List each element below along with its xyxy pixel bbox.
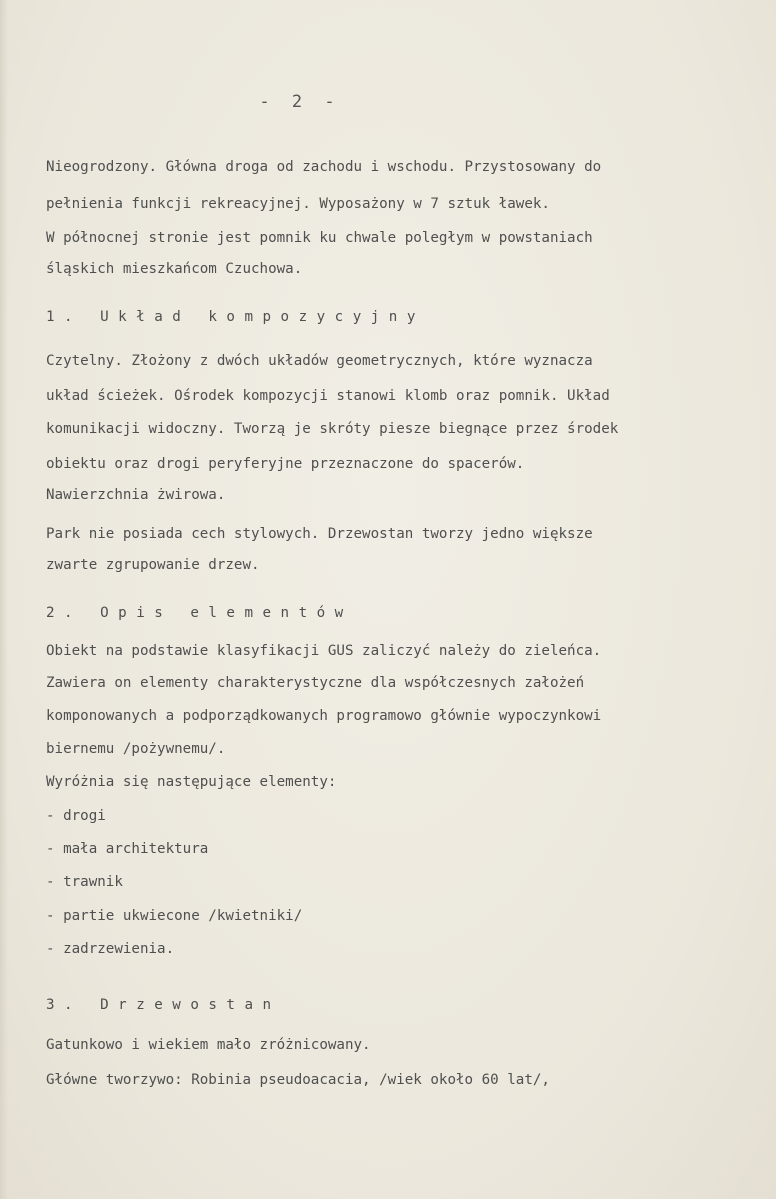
- list-item: - partie ukwiecone /kwietniki/: [46, 908, 303, 924]
- list-item: - mała architektura: [46, 841, 209, 857]
- section-2-line: biernemu /pożywnemu/.: [46, 741, 226, 757]
- section-1-line: zwarte zgrupowanie drzew.: [46, 557, 260, 573]
- intro-line: Nieogrodzony. Główna droga od zachodu i wschodu. Przystosowany do: [46, 159, 602, 175]
- list-item: - drogi: [46, 808, 106, 824]
- section-3-line: Gatunkowo i wiekiem mało zróżnicowany.: [46, 1037, 371, 1053]
- paper-edge: [0, 0, 8, 1199]
- intro-line: W północnej stronie jest pomnik ku chwale poległym w powstaniach: [46, 230, 593, 246]
- intro-line: pełnienia funkcji rekreacyjnej. Wyposażony w 7 sztuk ławek.: [46, 196, 550, 212]
- page-number: - 2 -: [259, 92, 341, 112]
- section-1-line: układ ścieżek. Ośrodek kompozycji stanowi klomb oraz pomnik. Układ: [46, 388, 610, 404]
- section-1-line: Czytelny. Złożony z dwóch układów geometrycznych, które wyznacza: [46, 353, 593, 369]
- section-2-line: Zawiera on elementy charakterystyczne dla współczesnych założeń: [46, 675, 585, 691]
- intro-line: śląskich mieszkańcom Czuchowa.: [46, 261, 303, 277]
- section-2-line: komponowanych a podporządkowanych programowo głównie wypoczynkowi: [46, 708, 602, 724]
- section-1-heading: 1. Układ kompozycyjny: [46, 309, 425, 325]
- section-2-heading: 2. Opis elementów: [46, 605, 353, 621]
- section-1-line: Nawierzchnia żwirowa.: [46, 487, 226, 503]
- section-3-line: Główne tworzywo: Robinia pseudoacacia, /wiek około 60 lat/,: [46, 1072, 550, 1088]
- list-item: - trawnik: [46, 874, 123, 890]
- section-1-line: obiektu oraz drogi peryferyjne przeznaczone do spacerów.: [46, 456, 525, 472]
- section-3-heading: 3. Drzewostan: [46, 997, 281, 1013]
- section-1-line: Park nie posiada cech stylowych. Drzewostan tworzy jedno większe: [46, 526, 593, 542]
- list-item: - zadrzewienia.: [46, 941, 175, 957]
- section-2-line: Wyróżnia się następujące elementy:: [46, 774, 337, 790]
- section-2-line: Obiekt na podstawie klasyfikacji GUS zaliczyć należy do zieleńca.: [46, 643, 602, 659]
- section-1-line: komunikacji widoczny. Tworzą je skróty piesze biegnące przez środek: [46, 421, 619, 437]
